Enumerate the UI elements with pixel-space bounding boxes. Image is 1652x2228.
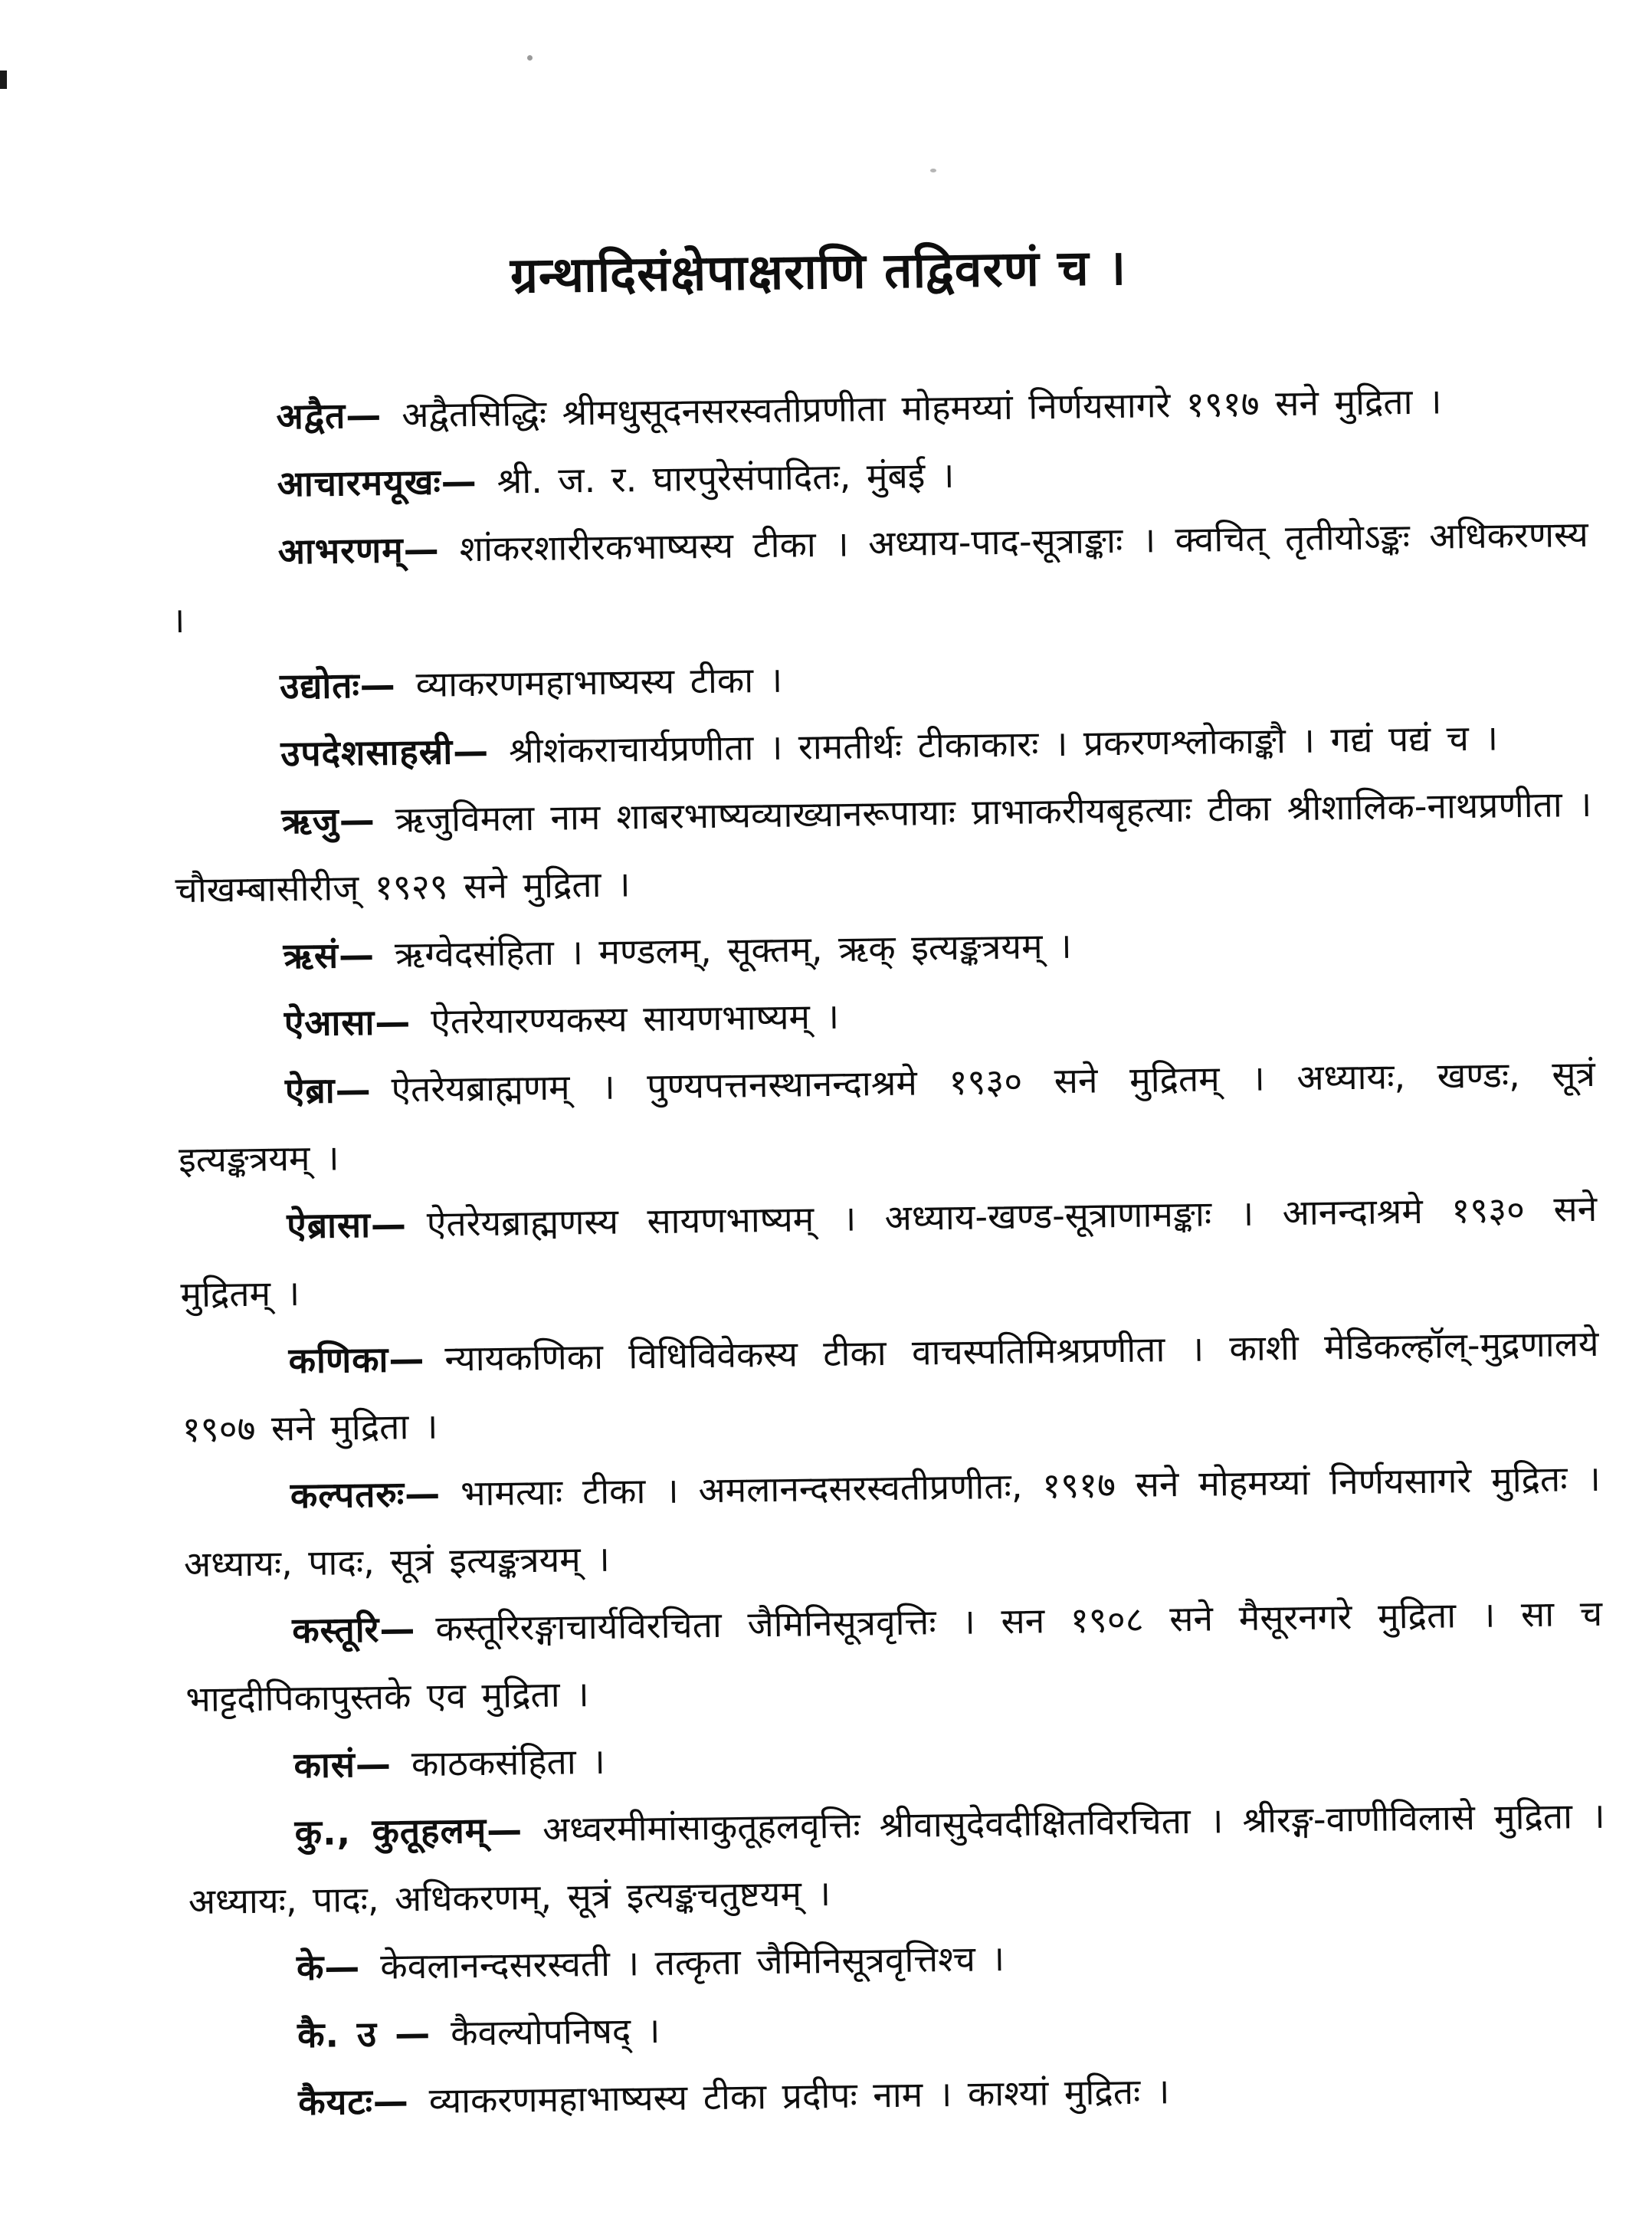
list-item (185, 1580, 1604, 1733)
entry-text: ऋजुविमला नाम शाबरभाष्यव्याख्यानरूपायाः प्राभाकरीयबृहत्याः टीका श्रीशालिक-नाथप्रणीता । चौखम्बासीरीज् १९२९ सने मुद्रिता । (175, 783, 1592, 911)
entry-headword: कै. उ — (297, 2012, 431, 2056)
entry-text: ऐतरेयब्राह्मणम् । पुण्यपत्तनस्थानन्दाश्रमे १९३० सने मुद्रितम् । अध्यायः, खण्डः, सूत्रं इत्यङ्कत्रयम् । (178, 1052, 1596, 1181)
entry-headword: कल्पतरुः— (290, 1472, 441, 1517)
entry-headword: ऋसं— (283, 934, 375, 977)
entry-text: व्याकरणमहाभाष्यस्य टीका प्रदीपः नाम । काश्यां मुद्रितः । (428, 2070, 1170, 2121)
entry-headword: के— (296, 1946, 361, 1989)
entry-headword: ऐब्रासा— (286, 1203, 408, 1247)
list-item (181, 1310, 1600, 1463)
page-title: ग्रन्थादिसंक्षेपाक्षराणि तद्विवरणं च । (510, 239, 1127, 305)
entry-text: श्री. ज. र. घारपुरेसंपादितः, मुंबई । (497, 454, 955, 502)
entry-headword: ऐआसा— (284, 1001, 411, 1045)
entry-headword: कैयटः— (297, 2080, 410, 2124)
entry-headword: आचारमयूखः— (277, 460, 478, 505)
entry-text: कैवल्योपनिषद् । (450, 2009, 660, 2054)
entry-headword: आभरणम्— (277, 528, 441, 573)
list-item (174, 770, 1593, 924)
entry-headword: कासं— (293, 1743, 392, 1787)
entry-text: ऐतरेयब्राह्मणस्य सायणभाष्यम् । अध्याय-खण्ड-सूत्राणामङ्काः । आनन्दाश्रमे १९३० सने मुद्रितम् । (180, 1187, 1598, 1316)
entry-text: कस्तूरिरङ्गाचार्यविरचिता जैमिनिसूत्रवृत्तिः । सन १९०८ सने मैसूरनगरे मुद्रिता । सा च भाट्टदीपिकापुस्तके एव मुद्रिता । (185, 1592, 1603, 1721)
entry-headword: कु., कुतूहलम्— (294, 1809, 523, 1854)
entry-text: ऐतरेयारण्यकस्य सायणभाष्यम् । (430, 995, 840, 1042)
entry-text: काठकसंहिता । (411, 1740, 606, 1785)
entry-text: भामत्याः टीका । अमलानन्दसरस्वतीप्रणीतः, १९१७ सने मोहमय्यां निर्णयसागरे मुद्रितः । अध्यायः, पादः, सूत्रं इत्यङ्कत्रयम् । (183, 1457, 1601, 1586)
list-item (177, 1040, 1596, 1193)
list-item (179, 1175, 1598, 1328)
entry-headword: कस्तूरि— (291, 1608, 416, 1652)
entry-headword: उद्योतः— (279, 664, 397, 707)
entry-text: अद्वैतसिद्धिः श्रीमधुसूदनसरस्वतीप्रणीता मोहमय्यां निर्णयसागरे १९१७ सने मुद्रिता । (401, 380, 1442, 436)
entry-text: केवलानन्दसरस्वती । तत्कृता जैमिनिसूत्रवृत्तिश्च । (379, 1938, 1005, 1987)
entry-text: व्याकरणमहाभाष्यस्य टीका । (415, 658, 783, 705)
abbreviation-list (0, 365, 1652, 2140)
list-item (170, 500, 1589, 654)
entry-text: अध्वरमीमांसाकुतूहलवृत्तिः श्रीवासुदेवदीक्षितविरचिता । श्रीरङ्ग-वाणीविलासे मुद्रिता । अध्यायः, पादः, अधिकरणम्, सूत्रं इत्यङ्कचतुष्टयम् । (188, 1794, 1605, 1923)
list-item (187, 1782, 1606, 1935)
entry-headword: अद्वैत— (276, 394, 382, 438)
entry-text: ऋग्वेदसंहिता । मण्डलम्, सूक्तम्, ऋक् इत्यङ्कत्रयम् । (394, 924, 1072, 976)
list-item (182, 1445, 1601, 1598)
entry-text: न्यायकणिका विधिविवेकस्य टीका वाचस्पतिमिश्रप्रणीता । काशी मेडिकल्हॉल्-मुद्रणालये १९०७ सने मुद्रिता । (182, 1322, 1599, 1451)
entry-headword: ऐब्रा— (284, 1068, 372, 1112)
entry-headword: उपदेशसाहस्री— (280, 730, 490, 775)
entry-text: श्रीशंकराचार्यप्रणीता । रामतीर्थः टीकाकारः । प्रकरणश्लोकाङ्कौ । गद्यं पद्यं च । (508, 717, 1499, 772)
entry-text: शांकरशारीरकभाष्यस्य टीका । अध्याय-पाद-सूत्राङ्काः । क्वचित् तृतीयोऽङ्कः अधिकरणस्य । (171, 513, 1589, 641)
entry-headword: कणिका— (288, 1337, 425, 1382)
entry-headword: ऋजु— (281, 799, 376, 842)
